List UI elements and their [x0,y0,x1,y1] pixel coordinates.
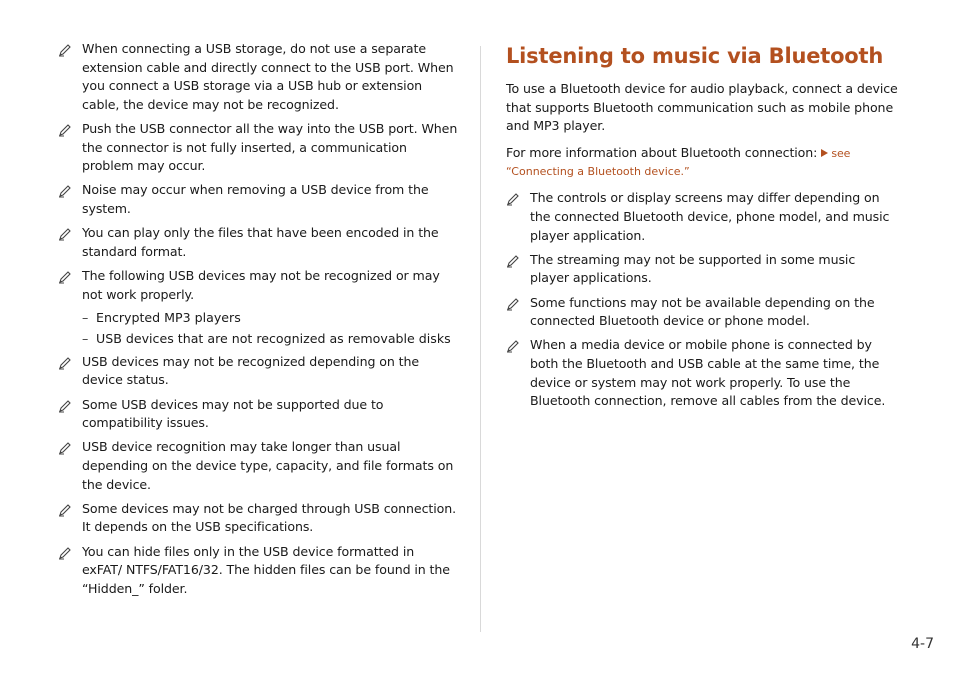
note-pencil-icon [58,123,72,137]
note-pencil-icon [506,254,520,268]
note-pencil-icon [58,227,72,241]
left-column [58,40,458,604]
note-text: Push the USB connector all the way into the USB port. When the connector is not fully inserted, a communication problem may occur. [82,120,458,174]
more-info-text: For more information about Bluetooth connection: [506,144,818,160]
note-pencil-icon [58,270,72,284]
note-text: USB devices may not be recognized depending on the device status. [82,353,420,388]
page-number: 4-7 [911,636,934,652]
note-item [58,224,458,261]
note-item [58,40,458,114]
note-text: Some functions may not be available depending on the connected Bluetooth device or phone model. [530,294,875,329]
note-item [506,251,898,288]
note-text: Noise may occur when removing a USB device from the system. [82,182,429,216]
right-column [506,40,898,416]
note-item [58,543,458,599]
note-item [58,181,458,218]
note-pencil-icon [506,297,520,311]
column-divider [480,46,481,632]
note-text: When a media device or mobile phone is connected by both the Bluetooth and USB cable at the same time, the device or system may not work properly. To use the Bluetooth connection, remove all cables from the device. [530,337,886,409]
note-item [506,294,898,331]
note-item [58,396,458,433]
note-text: The streaming may not be supported in some music player applications. [530,251,856,286]
sub-item-text: USB devices that are not recognized as removable disks [96,331,451,347]
section-intro: To use a Bluetooth device for audio playback, connect a device that supports Bluetooth communication such as mobile phone and MP3 player. [506,81,898,134]
sub-list-item [58,330,458,349]
note-text: Some devices may not be charged through USB connection. It depends on the USB specifications. [82,500,457,535]
note-text: USB device recognition may take longer than usual depending on the device type, capacity, and file formats on the device. [82,439,454,492]
note-pencil-icon [58,43,72,57]
note-text: The following USB devices may not be recognized or may not work properly. [82,267,440,302]
note-pencil-icon [58,503,72,517]
note-item [58,267,458,304]
note-text: You can hide files only in the USB device formatted in exFAT/ NTFS/FAT16/32. The hidden files can be found in the “Hidden_” folder. [82,543,450,596]
note-pencil-icon [58,441,72,455]
note-item [58,438,458,494]
note-pencil-icon [58,356,72,370]
cross-reference-link[interactable]: “Connecting a Bluetooth device.” [506,165,690,179]
note-text: You can play only the files that have been encoded in the standard format. [82,225,439,259]
note-text: Some USB devices may not be supported due to compatibility issues. [82,396,384,431]
dash-bullet: – [82,331,89,347]
sub-list-item [58,309,458,328]
note-text: When connecting a USB storage, do not use a separate extension cable and directly connect to the USB port. When you connect a USB storage via a USB hub or extension cable, the device may not be recognized. [82,41,454,112]
note-pencil-icon [58,184,72,198]
note-item [58,500,458,537]
note-pencil-icon [506,339,520,353]
note-item [58,353,458,390]
note-pencil-icon [58,399,72,413]
see-link[interactable]: see [831,146,851,160]
note-item [506,336,898,410]
note-item [506,189,898,245]
sub-list [58,309,458,349]
note-pencil-icon [58,546,72,560]
note-pencil-icon [506,192,520,206]
arrow-right-icon [821,149,828,157]
section-title: Listening to music via Bluetooth [506,44,884,68]
note-item [58,120,458,176]
sub-item-text: Encrypted MP3 players [96,309,241,325]
note-text: The controls or display screens may differ depending on the connected Bluetooth device, phone model, and music player application. [530,190,890,243]
dash-bullet: – [82,309,89,325]
more-info-line [506,144,898,164]
